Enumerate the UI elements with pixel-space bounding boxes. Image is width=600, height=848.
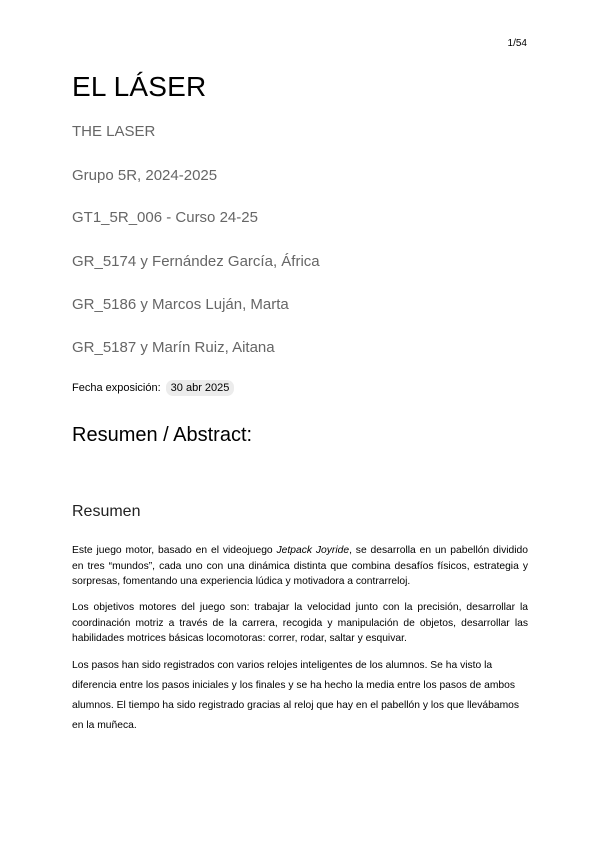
body-paragraph (72, 543, 528, 590)
author-line: GR_5186 y Marcos Luján, Marta (72, 296, 289, 313)
exposition-date-row (72, 380, 234, 396)
course-line: GT1_5R_006 - Curso 24-25 (72, 209, 258, 226)
group-line: Grupo 5R, 2024-2025 (72, 167, 218, 184)
body-paragraph: Los objetivos motores del juego son: trabajar la velocidad junto con la precisión, desarrollar la coordinación motriz a través de la carrera, recogida y manipulación de objetos, desarrollar las habilidades motrices básicas locomotoras: correr, rodar, saltar y esquivar. (72, 602, 528, 644)
paragraph-text: , se desarrolla en un pabellón dividido en tres “mundos”, cada uno con una dinámica distinta que combina desafíos físicos, estrategia y sorpresas, fomentando una experiencia lúdica y motivadora a contrarreloj. (72, 545, 528, 587)
exposition-date-chip[interactable]: 30 abr 2025 (166, 380, 235, 396)
document-subtitle: THE LASER (72, 123, 156, 140)
abstract-heading: Resumen / Abstract: (72, 424, 253, 446)
author-line: GR_5174 y Fernández García, África (72, 253, 320, 270)
paragraph-text: Este juego motor, basado en el videojuego (72, 545, 277, 556)
page-number: 1/54 (507, 38, 527, 49)
exposition-date-label: Fecha exposición: (72, 382, 161, 394)
author-line: GR_5187 y Marín Ruiz, Aitana (72, 339, 275, 356)
resumen-heading: Resumen (72, 503, 141, 520)
document-title: EL LÁSER (72, 71, 207, 102)
game-title-italic: Jetpack Joyride (276, 545, 350, 556)
body-paragraph: Los pasos han sido registrados con varios relojes inteligentes de los alumnos. Se ha visto la diferencia entre los pasos iniciales y los finales y se ha hecho la media entre los pasos de ambos alumnos. El tiempo ha sido registrado gracias al reloj que hay en el pabellón y los que llevábamos en la muñeca. (72, 660, 520, 731)
